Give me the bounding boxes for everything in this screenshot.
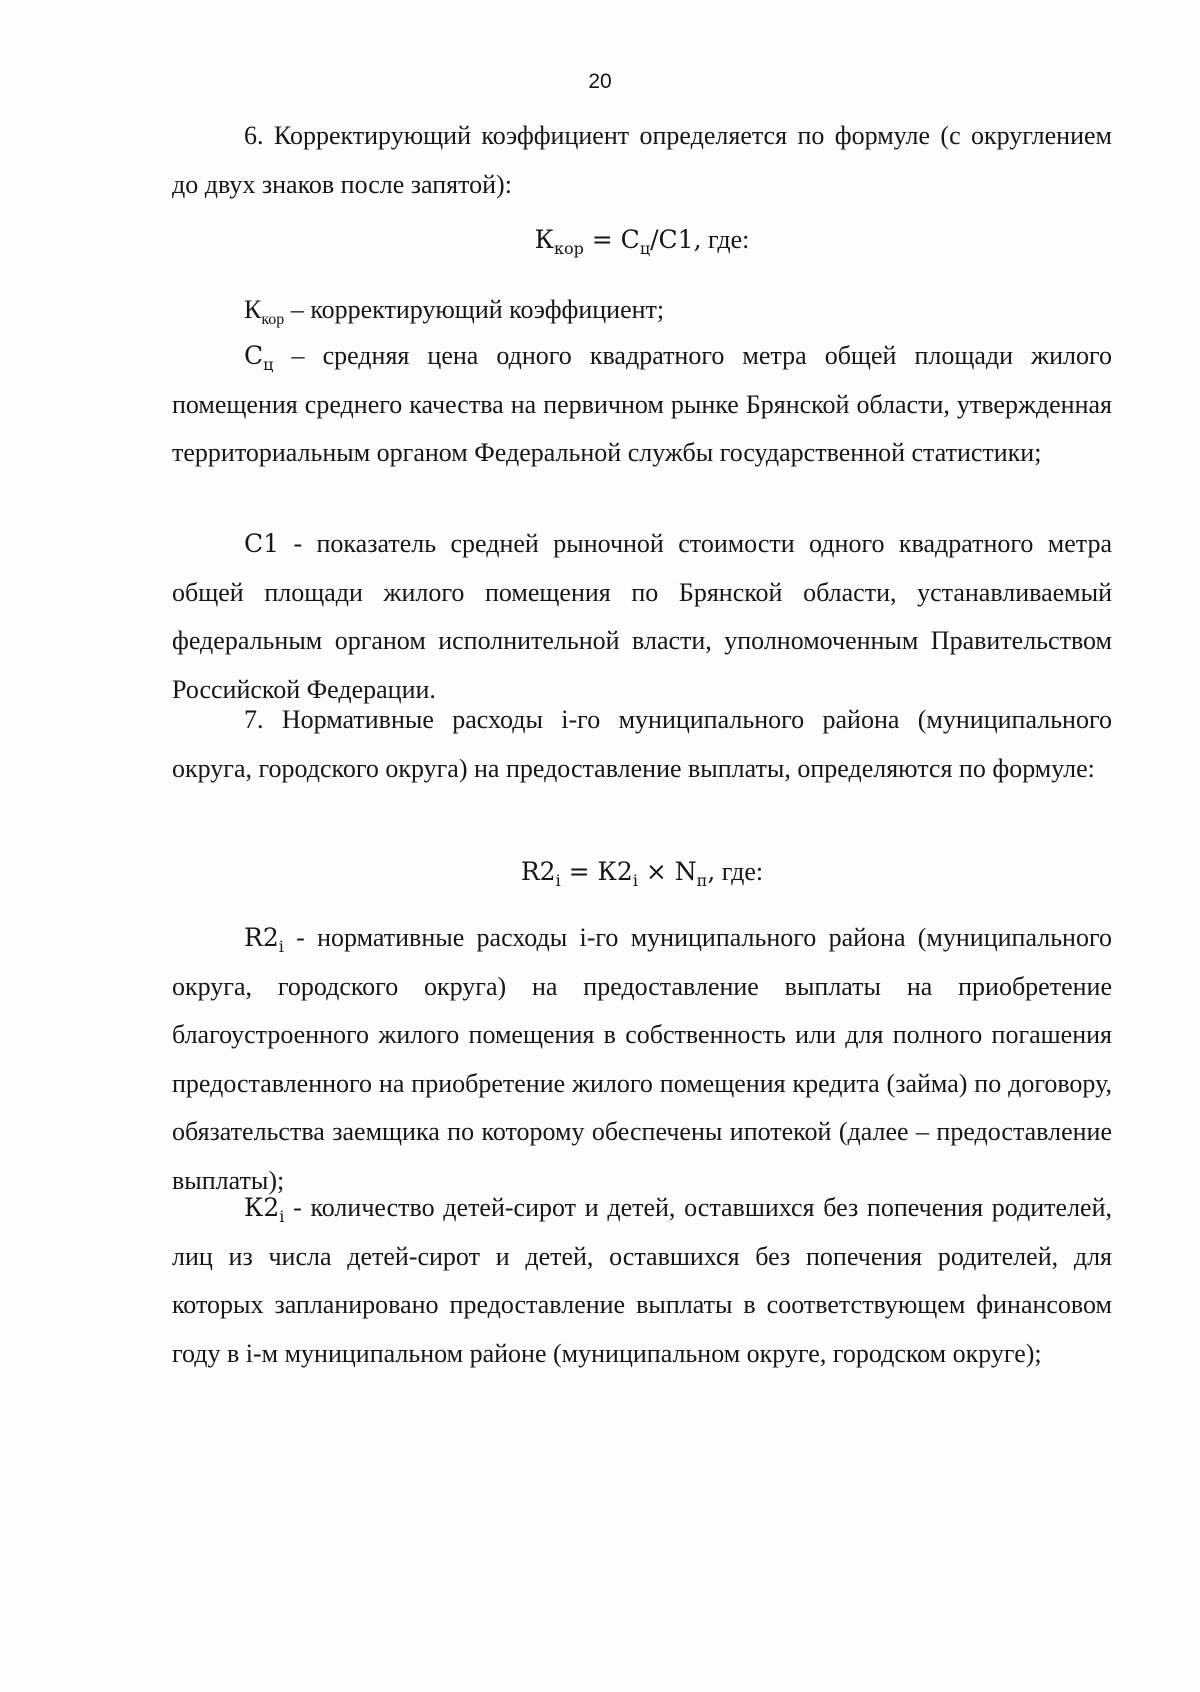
- formula-normative-expenses: [172, 848, 1112, 896]
- definition-kkor-subscript: кор: [261, 311, 285, 328]
- definition-c1-text: - показатель средней рыночной стоимости одного квадратного метра общей площади жилого помещения по Брянской области, устанавливаемый федеральным органом исполнительной власти, уполномоченным Правительством Российской Федерации.: [172, 529, 1112, 704]
- formula-divide-c1: /С1,: [650, 225, 702, 254]
- formula-c-subscript: ц: [639, 239, 651, 258]
- definition-kkor-text: – корректирующий коэффициент;: [284, 295, 665, 324]
- paragraph-7: 7. Нормативные расходы i-го муниципального района (муниципального округа, городского округа) на предоставление выплаты, определяются по формуле:: [172, 705, 1112, 783]
- definition-cc-subscript: ц: [263, 355, 274, 374]
- definition-cc-text: – средняя цена одного квадратного метра общей площади жилого помещения среднего качества на первичном рынке Брянской области, утвержденная территориальным органом Федеральной службы государственной статистики;: [172, 341, 1112, 467]
- formula-where: где:: [701, 225, 750, 254]
- definition-c1: [172, 520, 1112, 714]
- formula-times-n: × N: [637, 857, 697, 886]
- definition-r2-text: - нормативные расходы i-го муниципального района (муниципального округа, городского округа) на предоставление выплаты на приобретение благоустроенного жилого помещения в собственность или для полного погашения предоставленного на приобретение жилого помещения кредита (займа) по договору, обязательства заемщика по которому обеспечены ипотекой (далее – предоставление выплаты);: [172, 923, 1112, 1195]
- definition-kkor: [172, 286, 1112, 335]
- definition-c1-symbol: С1: [244, 529, 280, 558]
- formula-r2-symbol: R2: [520, 857, 556, 886]
- definition-k2: [172, 1184, 1112, 1378]
- definition-r2-subscript: i: [278, 937, 284, 956]
- definition-cc-symbol: С: [244, 341, 264, 370]
- definition-r2-symbol: R2: [244, 923, 279, 952]
- formula-equals-k2: = К2: [560, 857, 633, 886]
- formula-n-subscript: п: [696, 871, 708, 890]
- definition-k2-symbol: К2: [244, 1193, 280, 1222]
- definition-kkor-symbol: К: [244, 295, 262, 324]
- formula-where-2: где:: [715, 857, 764, 886]
- formula-kkor-subscript: кор: [553, 239, 584, 258]
- definition-k2-subscript: i: [279, 1207, 285, 1226]
- page-number: 20: [588, 70, 612, 93]
- paragraph-6: 6. Корректирующий коэффициент определяется по формуле (с округлением до двух знаков после запятой):: [172, 121, 1112, 199]
- definition-k2-text: - количество детей-сирот и детей, оставшихся без попечения родителей, лиц из числа детей-сирот и детей, оставшихся без попечения родителей, для которых запланировано предоставление выплаты в соответствующем финансовом году в i-м муниципальном районе (муниципальном округе, городском округе);: [172, 1193, 1112, 1368]
- formula-r2-subscript: i: [555, 871, 561, 890]
- formula-kkor-symbol: К: [534, 225, 554, 254]
- formula-korrection-coefficient: [172, 216, 1112, 264]
- definition-cc: [172, 332, 1112, 478]
- formula-equals-c: = С: [583, 225, 640, 254]
- formula-comma: ,: [707, 857, 716, 886]
- formula-k2-subscript: i: [632, 871, 638, 890]
- definition-r2: [172, 914, 1112, 1205]
